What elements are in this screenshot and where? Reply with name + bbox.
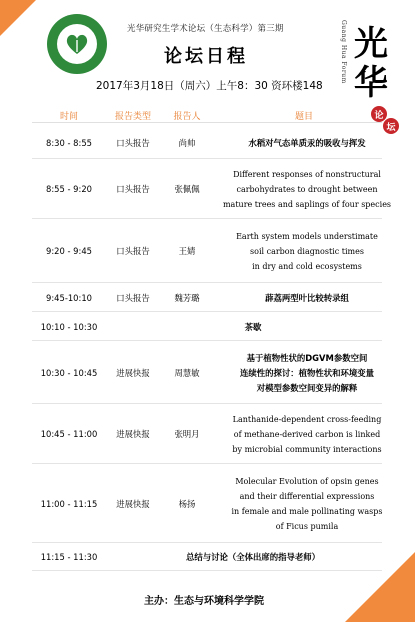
cell-speaker-text: 尚帅	[178, 138, 196, 148]
brand-seal-2: 坛	[383, 118, 399, 134]
cell-time-text: 9:45-10:10	[46, 293, 92, 303]
topic-line: 连续性的探讨：植物性状和环境变量	[240, 367, 374, 378]
table-row	[32, 285, 382, 311]
table-row	[32, 465, 382, 542]
header-topic: 题目	[294, 112, 313, 122]
table-row	[32, 220, 382, 282]
cell-type	[106, 343, 160, 403]
organizer-line: 主办：生态与环境科学学院	[144, 596, 264, 607]
cell-speaker-text: 张佩佩	[174, 184, 200, 194]
page-title: 论坛日程	[164, 46, 248, 67]
cell-type	[106, 128, 160, 158]
cell-type-text: 口头报告	[116, 293, 150, 303]
cell-time	[32, 160, 106, 218]
row-divider	[32, 463, 382, 464]
topic-line: 总结与讨论（全体出席的指导老师）	[186, 551, 320, 562]
brand-seal-1: 论	[371, 106, 387, 122]
header-divider	[32, 122, 382, 123]
topic-line: 薜荔两型叶比较转录组	[265, 292, 349, 303]
topic-line: of methane-derived carbon is linked	[233, 429, 381, 439]
row-divider	[32, 403, 382, 404]
cell-speaker-text: 魏芳璐	[174, 293, 200, 303]
topic-line: in dry and cold ecosystems	[252, 261, 362, 271]
cell-time-text: 9:20 - 9:45	[46, 246, 92, 256]
cell-time-text: 11:15 - 11:30	[40, 552, 98, 562]
cell-type	[106, 220, 160, 282]
topic-line: of Ficus pumila	[275, 521, 339, 531]
row-divider	[32, 542, 382, 543]
table-row	[32, 343, 382, 403]
cell-speaker	[160, 220, 214, 282]
date-location-line: 2017年3月18日（周六）上午8：30 资环楼148	[96, 80, 323, 92]
brand-english-vertical: Guang Hua Forum	[340, 20, 347, 84]
cell-time-text: 10:10 - 10:30	[40, 322, 98, 332]
row-divider	[32, 340, 382, 341]
cell-type-text: 进展快报	[116, 498, 150, 509]
topic-line: soil carbon diagnostic times	[250, 246, 364, 256]
cell-speaker	[160, 405, 214, 463]
cell-time	[32, 405, 106, 463]
cell-type-text: 进展快报	[116, 429, 150, 439]
cell-time	[32, 544, 106, 570]
cell-speaker	[160, 160, 214, 218]
brand-calligraphy-char-2: 华	[354, 63, 388, 103]
header-time: 时间	[59, 112, 78, 122]
table-row	[32, 160, 392, 218]
topic-line: carbohydrates to drought between	[236, 184, 378, 194]
cell-topic	[214, 405, 400, 463]
cell-time-text: 10:45 - 11:00	[40, 429, 98, 439]
topic-line: 水稻对气态单质汞的吸收与挥发	[248, 137, 366, 148]
cell-speaker	[160, 465, 214, 542]
cell-topic	[106, 544, 400, 570]
header-speaker: 报告人	[173, 112, 201, 122]
cell-speaker-text: 杨扬	[178, 498, 196, 509]
schedule-table-header	[32, 107, 348, 123]
row-divider	[32, 570, 382, 571]
cell-time-text: 10:30 - 10:45	[40, 368, 98, 378]
table-row	[32, 128, 382, 158]
topic-line: mature trees and saplings of four species	[222, 199, 392, 209]
cell-time	[32, 285, 106, 311]
cell-type	[106, 405, 160, 463]
cell-speaker-text: 张明月	[174, 429, 200, 439]
cell-type-text: 口头报告	[116, 138, 150, 148]
cell-time-text: 8:55 - 9:20	[46, 184, 92, 194]
forum-series-line: 光华研究生学术论坛（生态科学）第三期	[127, 24, 284, 34]
cell-type	[106, 285, 160, 311]
row-divider	[32, 282, 382, 283]
cell-time	[32, 465, 106, 542]
topic-line: 茶歇	[244, 321, 262, 332]
cell-time	[32, 220, 106, 282]
header-type: 报告类型	[114, 112, 151, 122]
table-row	[32, 314, 382, 340]
cell-time	[32, 128, 106, 158]
cell-speaker-text: 周慧敏	[174, 368, 200, 378]
cell-topic	[106, 314, 400, 340]
cell-type-text: 口头报告	[116, 246, 150, 256]
table-row	[32, 405, 382, 463]
topic-line: 基于植物性状的DGVM参数空间	[246, 352, 368, 363]
table-row	[32, 544, 382, 570]
cell-time-text: 8:30 - 8:55	[46, 138, 92, 148]
cell-speaker-text: 王婧	[178, 246, 196, 256]
cell-speaker	[160, 285, 214, 311]
topic-line: Lanthanide-dependent cross-feeding	[232, 414, 382, 424]
cell-type-text: 口头报告	[116, 184, 150, 194]
cell-topic	[214, 343, 400, 403]
topic-line: by microbial community interactions	[232, 444, 382, 454]
cell-topic	[214, 160, 400, 218]
cell-type-text: 进展快报	[116, 368, 150, 378]
cell-type	[106, 160, 160, 218]
topic-line: Earth system models understimate	[236, 231, 378, 241]
corner-decoration-top-left	[0, 0, 36, 36]
row-divider	[32, 158, 382, 159]
leaf-heart-icon	[64, 32, 90, 56]
cell-time	[32, 343, 106, 403]
university-logo	[47, 14, 107, 74]
cell-topic	[214, 220, 400, 282]
cell-topic	[214, 128, 400, 158]
row-divider	[32, 311, 382, 312]
row-divider	[32, 218, 382, 219]
cell-speaker	[160, 128, 214, 158]
cell-topic	[214, 465, 400, 542]
topic-line: in female and male pollinating wasps	[231, 506, 383, 516]
brand-calligraphy-char-1: 光	[354, 24, 388, 64]
topic-line: Molecular Evolution of opsin genes	[235, 476, 379, 486]
topic-line: and their differential expressions	[239, 491, 375, 501]
cell-type	[106, 465, 160, 542]
cell-speaker	[160, 343, 214, 403]
cell-topic	[214, 285, 400, 311]
cell-time-text: 11:00 - 11:15	[40, 498, 98, 509]
cell-time	[32, 314, 106, 340]
topic-line: 对模型参数空间变异的解释	[256, 382, 358, 393]
topic-line: Different responses of nonstructural	[233, 169, 381, 179]
